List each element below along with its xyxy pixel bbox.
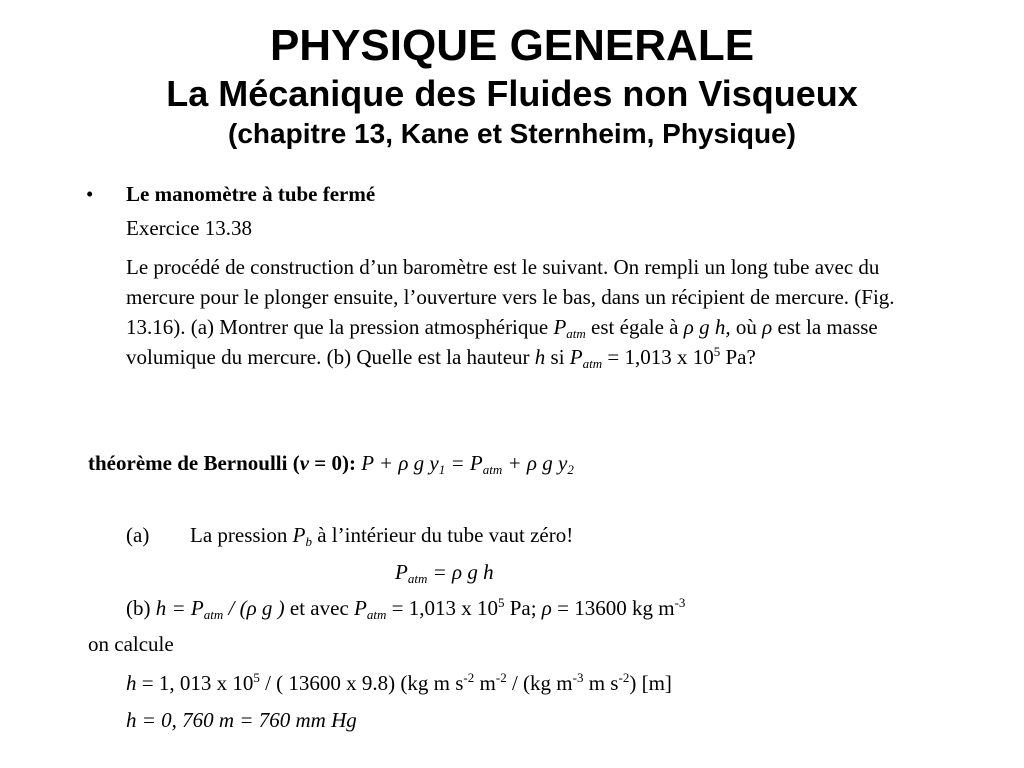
atm-subscript: atm: [566, 326, 586, 341]
part-a-text: La pression: [190, 523, 293, 547]
p-symbol: P: [395, 560, 408, 584]
exponent: -3: [572, 670, 584, 685]
exponent: 5: [713, 344, 721, 359]
atm-subscript: atm: [366, 607, 387, 622]
chapter-reference: (chapitre 13, Kane et Sternheim, Physique): [228, 118, 796, 149]
equation-right: + ρ g y: [502, 451, 568, 475]
bullet-symbol: •: [86, 182, 94, 206]
slide-title: [0, 20, 1024, 152]
part-a-statement: [190, 522, 573, 548]
exponent: 5: [497, 595, 505, 610]
exercise-statement: [126, 252, 936, 372]
statement-text: si: [545, 345, 570, 369]
statement-text: Pa?: [720, 345, 756, 369]
equation-equals: = P: [445, 451, 483, 475]
calculation-line: [126, 670, 672, 696]
density-value: = 13600 kg m: [551, 596, 675, 620]
subscript: 1: [438, 462, 446, 477]
part-a-label: (a): [126, 523, 150, 547]
rho-symbol: ρ: [541, 596, 552, 620]
pressure-unit: Pa;: [504, 596, 542, 620]
calc-text: ) [m]: [629, 671, 672, 695]
calc-text: / ( 13600 x 9.8) (kg m s: [259, 671, 464, 695]
v-condition: = 0):: [309, 451, 356, 475]
p-symbol: P: [553, 315, 567, 339]
p-symbol: P: [354, 596, 367, 620]
rho-g-h-expression: ρ g h,: [683, 315, 731, 339]
part-b-label: (b): [126, 596, 156, 620]
statement-text: = 1,013 x 10: [602, 345, 714, 369]
part-b-equation: [126, 595, 685, 621]
exercise-number: Exercice 13.38: [126, 216, 252, 240]
statement-text: Le procédé de construction d’un baromètre est le suivant. On rempli un long tube avec du mercure pour le plonger ensuite, l’ouverture vers le bas, dans un récipient de mercure. (Fig. 13.16). (a) Montrer que la pression atmosphérique: [126, 255, 895, 339]
exponent: 5: [253, 670, 260, 685]
atm-subscript: atm: [482, 462, 503, 477]
calc-label: on calcule: [88, 632, 174, 656]
rho-symbol: ρ: [762, 315, 773, 339]
calc-text: m s: [583, 671, 619, 695]
bernoulli-equation: [88, 450, 574, 476]
h-equation: h = P: [155, 596, 204, 620]
b-subscript: b: [305, 534, 312, 549]
chapter-title: La Mécanique des Fluides non Visqueux: [166, 73, 858, 114]
calc-text: = 1, 013 x 10: [136, 671, 254, 695]
statement-text: est la masse volumique du mercure. (b) Quelle est la hauteur: [126, 315, 878, 369]
statement-text: est égale à: [585, 315, 684, 339]
p-symbol: P: [569, 345, 583, 369]
part-a-text: à l’intérieur du tube vaut zéro!: [311, 523, 574, 547]
exponent: -2: [463, 670, 475, 685]
result-a-equation: [395, 559, 494, 585]
course-title: PHYSIQUE GENERALE: [269, 21, 755, 70]
exponent: -2: [495, 670, 507, 685]
equation-left: P + ρ g y: [355, 451, 439, 475]
bernoulli-label: théorème de Bernoulli (: [88, 451, 300, 475]
v-symbol: v: [299, 451, 310, 475]
division-term: / (ρ g ): [223, 596, 285, 620]
exponent: -3: [674, 595, 686, 610]
h-symbol: h: [534, 345, 546, 369]
result-a-rest: = ρ g h: [427, 560, 494, 584]
atm-subscript: atm: [203, 607, 224, 622]
section-heading: Le manomètre à tube fermé: [126, 182, 376, 206]
calc-text: / (kg m: [506, 671, 573, 695]
statement-text: où: [730, 315, 763, 339]
final-result: h = 0, 760 m = 760 mm Hg: [126, 708, 357, 732]
connector-text: et avec: [284, 596, 355, 620]
subscript: 2: [567, 462, 574, 477]
atm-subscript: atm: [407, 571, 428, 586]
calc-text: m: [474, 671, 496, 695]
p-symbol: P: [292, 523, 306, 547]
pressure-value: = 1,013 x 10: [386, 596, 498, 620]
exponent: -2: [618, 670, 630, 685]
h-symbol: h: [126, 671, 137, 695]
atm-subscript: atm: [582, 356, 603, 371]
